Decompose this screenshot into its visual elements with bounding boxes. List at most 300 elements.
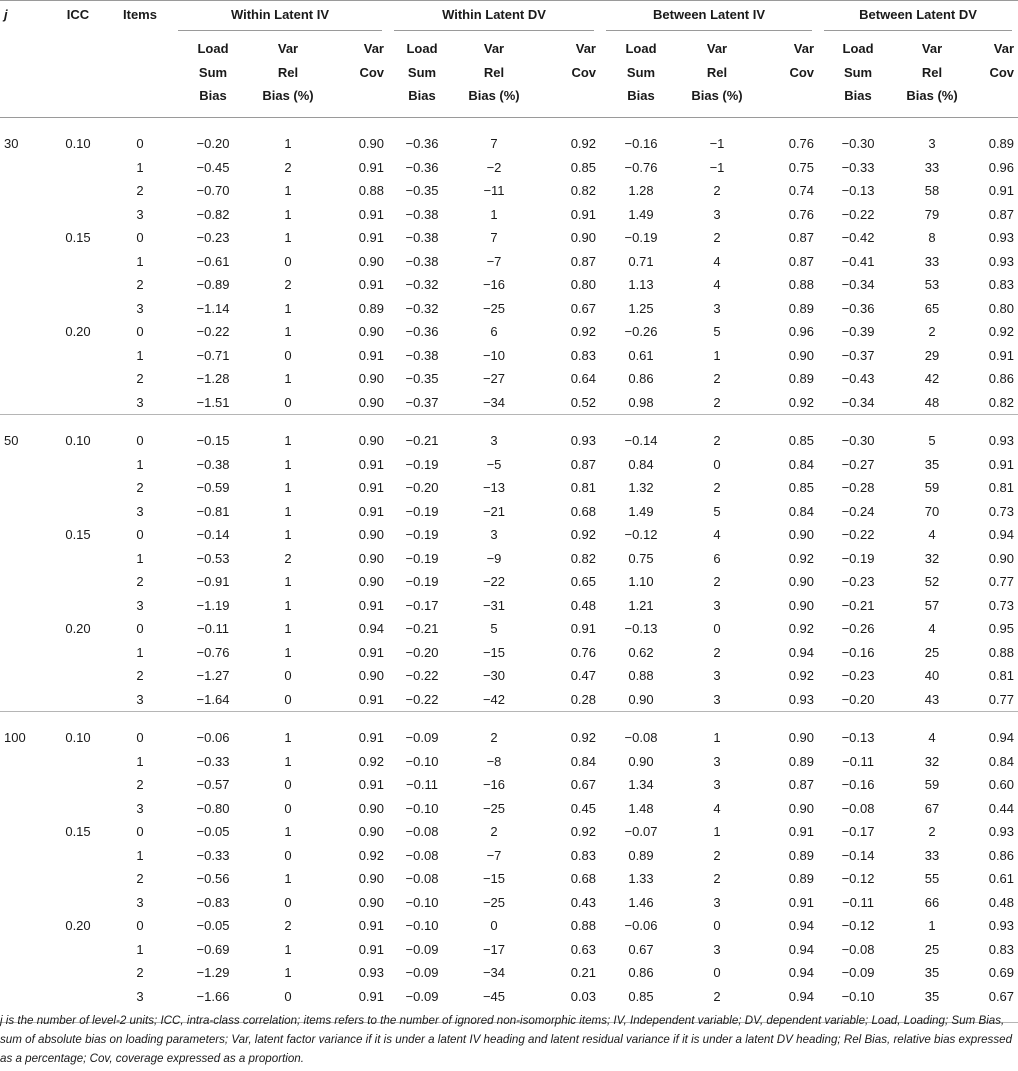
cell-value: −0.22	[196, 324, 230, 339]
cell-value: −0.05	[196, 918, 230, 933]
cell-value: −0.19	[624, 230, 658, 245]
cell-value: 0.84	[988, 753, 1015, 769]
cell-value: 0.83	[988, 277, 1015, 292]
cell-value: −0.83	[196, 894, 230, 910]
cell-value: −34	[482, 965, 506, 980]
table-row	[0, 891, 1018, 915]
cell-items: 2	[136, 574, 144, 589]
cell-value: −1.27	[196, 668, 230, 683]
cell-value: −21	[482, 503, 506, 519]
cell-value: −1.64	[196, 691, 230, 707]
table-row	[0, 961, 1018, 985]
cell-value: −0.08	[624, 730, 658, 745]
cell-value: 0.90	[358, 433, 384, 448]
table-row	[0, 132, 1018, 156]
cell-value: 0.48	[988, 894, 1015, 910]
cell-value: 0.90	[358, 324, 384, 339]
cell-items: 3	[136, 597, 144, 613]
cell-value: 0.91	[358, 777, 384, 792]
cell-items: 1	[136, 253, 144, 269]
table-row	[0, 726, 1018, 750]
table-row	[0, 797, 1018, 821]
cell-value: 3	[713, 941, 721, 957]
cell-value: 1.28	[628, 183, 654, 198]
cell-value: 35	[924, 965, 940, 980]
cell-icc	[48, 156, 108, 180]
cell-value: 0.91	[358, 503, 384, 519]
table-row	[0, 476, 1018, 500]
cell-value: 0.84	[788, 503, 815, 519]
cell-value: 0.92	[788, 668, 815, 683]
cell-value: −25	[482, 800, 506, 816]
cell-value: 0.92	[788, 550, 815, 566]
cell-value: 32	[924, 550, 940, 566]
cell-value: −13	[482, 480, 506, 495]
cell-items: 1	[136, 753, 144, 769]
cell-value: −0.09	[405, 988, 439, 1004]
cell-value: 0.89	[788, 753, 815, 769]
cell-value: 0	[713, 456, 721, 472]
sub-var-cov: Var Cov	[989, 41, 1015, 80]
cell-j	[0, 773, 48, 797]
cell-value: 0.65	[570, 574, 596, 589]
cell-icc	[48, 985, 108, 1009]
table-row	[0, 320, 1018, 344]
cell-value: 0.96	[988, 159, 1015, 175]
cell-value: 2	[713, 371, 721, 386]
cell-value: 0.47	[570, 668, 596, 683]
cell-items: 1	[136, 644, 144, 660]
cell-value: −2	[486, 159, 502, 175]
table-row	[0, 750, 1018, 774]
cell-j	[0, 797, 48, 821]
cell-value: −0.11	[842, 894, 874, 910]
cell-j	[0, 664, 48, 688]
cell-value: 32	[924, 753, 940, 769]
cell-value: 35	[924, 456, 940, 472]
cell-value: −0.19	[405, 550, 439, 566]
cell-value: −0.09	[841, 965, 875, 980]
cell-value: 0.90	[788, 347, 815, 363]
cell-items: 1	[136, 550, 144, 566]
cell-value: −15	[482, 871, 506, 886]
cell-value: 0.91	[358, 730, 384, 745]
cell-value: 3	[713, 668, 721, 683]
cell-value: 0.88	[988, 644, 1015, 660]
cell-value: 58	[924, 183, 940, 198]
cell-value: −0.15	[196, 433, 230, 448]
cell-value: −0.76	[196, 644, 230, 660]
cell-value: 2	[713, 574, 721, 589]
cell-value: −0.21	[841, 597, 875, 613]
cell-value: 0.95	[988, 621, 1015, 636]
cell-value: −0.10	[405, 800, 439, 816]
cell-value: 0.91	[358, 480, 384, 495]
table-row	[0, 914, 1018, 938]
cell-value: −0.09	[405, 941, 439, 957]
cell-value: −0.43	[841, 371, 875, 386]
cell-icc	[48, 797, 108, 821]
cell-icc	[48, 641, 108, 665]
cell-value: 0.87	[988, 206, 1015, 222]
cell-value: −0.38	[405, 206, 439, 222]
cell-value: −0.05	[196, 824, 230, 839]
cell-value: 0.83	[988, 941, 1015, 957]
cell-value: 0	[490, 918, 498, 933]
cell-icc	[48, 344, 108, 368]
table-row	[0, 226, 1018, 250]
cell-value: 1	[284, 527, 292, 542]
cell-value: 0.92	[988, 324, 1015, 339]
cell-items: 0	[136, 730, 144, 745]
cell-items: 2	[136, 668, 144, 683]
cell-value: 0.94	[788, 988, 815, 1004]
cell-value: 0	[284, 847, 292, 863]
cell-value: −0.13	[841, 183, 875, 198]
cell-value: 0.88	[628, 668, 654, 683]
cell-value: 1	[284, 644, 292, 660]
cell-value: −27	[482, 371, 506, 386]
table-row	[0, 844, 1018, 868]
cell-value: 0.90	[570, 230, 596, 245]
cell-items: 0	[136, 324, 144, 339]
cell-value: 0.87	[788, 777, 815, 792]
cell-value: −7	[486, 253, 502, 269]
cell-value: −0.32	[405, 300, 439, 316]
cell-items: 3	[136, 894, 144, 910]
cell-items: 0	[136, 433, 144, 448]
cell-value: −0.08	[405, 824, 439, 839]
cell-value: 0.76	[788, 136, 815, 151]
cell-value: −0.45	[196, 159, 230, 175]
cell-value: 0.89	[358, 300, 384, 316]
cell-value: 1	[284, 300, 292, 316]
cell-value: 2	[928, 824, 936, 839]
cell-value: −45	[482, 988, 506, 1004]
cell-items: 3	[136, 503, 144, 519]
cell-value: 4	[713, 527, 721, 542]
cell-j	[0, 891, 48, 915]
cell-value: 4	[928, 730, 936, 745]
cell-value: 0.43	[570, 894, 596, 910]
cell-items: 2	[136, 965, 144, 980]
cell-value: 0.88	[788, 277, 815, 292]
cell-value: 2	[284, 159, 292, 175]
sub-load-sum-bias: Load Sum Bias	[625, 41, 657, 103]
cell-value: 0.88	[570, 918, 596, 933]
cell-value: 0.90	[628, 691, 654, 707]
cell-value: 0.76	[788, 206, 815, 222]
cell-value: 1	[713, 730, 721, 745]
cell-icc	[48, 891, 108, 915]
cell-value: −0.20	[196, 136, 230, 151]
cell-value: −0.35	[405, 371, 439, 386]
cell-value: 0.67	[628, 941, 654, 957]
cell-value: −1	[709, 136, 725, 151]
cell-value: 3	[713, 300, 721, 316]
cell-value: 0.67	[570, 300, 596, 316]
cell-j	[0, 320, 48, 344]
cell-value: −0.27	[841, 456, 875, 472]
cell-value: 0.89	[788, 871, 815, 886]
cell-value: −0.10	[405, 918, 439, 933]
cell-value: 0.94	[358, 621, 384, 636]
cell-value: 40	[924, 668, 940, 683]
cell-value: 1	[284, 824, 292, 839]
cell-value: 0.90	[358, 574, 384, 589]
cell-value: 0.87	[788, 230, 815, 245]
cell-value: 0	[284, 691, 292, 707]
cell-value: 0.85	[788, 433, 815, 448]
cell-value: −15	[482, 644, 506, 660]
cell-value: 4	[928, 621, 936, 636]
cell-value: −0.10	[405, 894, 439, 910]
sub-header-row	[0, 31, 1018, 118]
cell-value: 0.63	[570, 941, 596, 957]
cell-value: −1.14	[196, 300, 230, 316]
cell-value: 1.21	[628, 597, 654, 613]
sub-var-cov: Var Cov	[571, 41, 596, 80]
cell-value: 0.92	[570, 136, 596, 151]
cell-value: −0.09	[405, 965, 439, 980]
cell-icc	[48, 570, 108, 594]
cell-j	[0, 156, 48, 180]
cell-value: 0.84	[628, 456, 654, 472]
cell-value: 66	[924, 894, 940, 910]
cell-value: −0.36	[405, 136, 439, 151]
cell-value: 0	[713, 918, 721, 933]
sub-load-sum-bias: Load Sum Bias	[842, 41, 874, 103]
cell-value: 0.73	[988, 503, 1015, 519]
cell-value: 0.90	[358, 136, 384, 151]
cell-items: 0	[136, 824, 144, 839]
cell-value: 1	[284, 183, 292, 198]
cell-value: 0.90	[788, 574, 815, 589]
sub-var-cov: Var Cov	[789, 41, 815, 80]
cell-value: 25	[924, 644, 940, 660]
cell-value: 1.48	[628, 800, 654, 816]
cell-value: 3	[713, 597, 721, 613]
cell-value: 1.13	[628, 277, 654, 292]
table-row	[0, 641, 1018, 665]
cell-value: 0.73	[988, 597, 1015, 613]
table-row	[0, 453, 1018, 477]
sub-var-rel-bias: Var Rel Bias (%)	[691, 41, 743, 103]
cell-icc	[48, 773, 108, 797]
table-row	[0, 938, 1018, 962]
table-row	[0, 985, 1018, 1009]
cell-value: −1.66	[196, 988, 230, 1004]
cell-value: 0	[284, 347, 292, 363]
cell-value: 0.94	[788, 965, 815, 980]
table-row	[0, 688, 1018, 712]
cell-value: 0.92	[570, 527, 596, 542]
cell-value: 0.90	[358, 668, 384, 683]
cell-value: 0.93	[988, 433, 1015, 448]
cell-value: 1.49	[628, 503, 654, 519]
cell-value: −0.19	[841, 550, 875, 566]
cell-value: −0.06	[624, 918, 658, 933]
cell-value: −10	[482, 347, 506, 363]
cell-value: 5	[928, 433, 936, 448]
sub-var-rel-bias: Var Rel Bias (%)	[906, 41, 958, 103]
cell-value: 1	[284, 965, 292, 980]
cell-value: 2	[713, 480, 721, 495]
col-icc: ICC	[66, 7, 90, 22]
cell-value: −0.34	[841, 277, 875, 292]
cell-value: 5	[490, 621, 498, 636]
cell-value: −0.38	[405, 347, 439, 363]
cell-items: 2	[136, 371, 144, 386]
cell-value: −0.10	[405, 753, 439, 769]
cell-j	[0, 641, 48, 665]
cell-items: 0	[136, 527, 144, 542]
cell-items: 0	[136, 621, 144, 636]
cell-icc: 0.20	[65, 918, 91, 933]
cell-j	[0, 547, 48, 571]
cell-value: −0.36	[841, 300, 875, 316]
table-row	[0, 203, 1018, 227]
table-row	[0, 250, 1018, 274]
cell-j	[0, 250, 48, 274]
cell-j	[0, 617, 48, 641]
cell-value: 0.75	[788, 159, 815, 175]
table-row	[0, 429, 1018, 453]
cell-j	[0, 820, 48, 844]
table-row	[0, 617, 1018, 641]
cell-icc	[48, 867, 108, 891]
cell-j	[0, 570, 48, 594]
sub-load-sum-bias: Load Sum Bias	[197, 41, 229, 103]
table-row	[0, 594, 1018, 618]
cell-value: 1	[284, 621, 292, 636]
cell-value: 0.90	[788, 800, 815, 816]
cell-value: −5	[486, 456, 502, 472]
cell-value: −0.17	[841, 824, 875, 839]
cell-icc: 0.15	[65, 527, 91, 542]
cell-value: 1	[284, 136, 292, 151]
cell-value: 0	[284, 800, 292, 816]
cell-icc: 0.10	[65, 136, 91, 151]
cell-value: 0.91	[358, 597, 384, 613]
cell-value: −0.16	[624, 136, 658, 151]
cell-value: 0.91	[358, 230, 384, 245]
cell-value: 2	[284, 918, 292, 933]
cell-value: 0	[284, 894, 292, 910]
cell-value: −0.08	[841, 800, 875, 816]
cell-value: −0.70	[196, 183, 230, 198]
cell-value: −0.36	[405, 324, 439, 339]
cell-value: −0.23	[196, 230, 230, 245]
cell-value: 6	[713, 550, 721, 566]
cell-value: 0.84	[788, 456, 815, 472]
cell-value: −0.57	[196, 777, 230, 792]
cell-value: 0.90	[358, 253, 384, 269]
cell-value: −9	[486, 550, 502, 566]
cell-value: −0.14	[196, 527, 230, 542]
cell-value: −0.10	[841, 988, 875, 1004]
cell-value: 1.25	[628, 300, 654, 316]
cell-value: 0.86	[628, 965, 654, 980]
cell-value: 1	[284, 941, 292, 957]
cell-icc: 0.15	[65, 824, 91, 839]
cell-value: −0.19	[405, 527, 439, 542]
cell-icc	[48, 664, 108, 688]
cell-value: 1.49	[628, 206, 654, 222]
cell-value: 2	[713, 988, 721, 1004]
cell-icc	[48, 297, 108, 321]
cell-value: 0.85	[788, 480, 815, 495]
cell-value: 0.77	[988, 574, 1015, 589]
cell-value: 0.81	[570, 480, 596, 495]
cell-value: 0.74	[788, 183, 815, 198]
cell-j: 50	[4, 433, 19, 448]
cell-j	[0, 688, 48, 712]
cell-value: 0.92	[358, 753, 384, 769]
cell-value: −8	[486, 753, 502, 769]
cell-value: 0.90	[988, 550, 1015, 566]
cell-items: 3	[136, 394, 144, 410]
cell-value: −0.26	[624, 324, 658, 339]
cell-value: 3	[713, 753, 721, 769]
cell-value: 0.90	[628, 753, 654, 769]
cell-items: 1	[136, 456, 144, 472]
cell-value: 65	[924, 300, 940, 316]
table-row	[0, 570, 1018, 594]
cell-value: 1	[713, 347, 721, 363]
cell-value: 4	[713, 800, 721, 816]
cell-value: −0.22	[405, 691, 439, 707]
cell-value: 0.76	[570, 644, 596, 660]
cell-value: 0.89	[788, 847, 815, 863]
cell-value: −0.12	[841, 918, 875, 933]
cell-value: 0.94	[788, 918, 815, 933]
cell-j	[0, 867, 48, 891]
cell-value: 1	[284, 456, 292, 472]
cell-value: 3	[713, 691, 721, 707]
cell-value: 53	[924, 277, 940, 292]
cell-value: 0.71	[628, 253, 654, 269]
cell-j	[0, 391, 48, 415]
cell-value: 0.52	[570, 394, 596, 410]
cell-value: 0.91	[358, 941, 384, 957]
cell-value: 0.88	[358, 183, 384, 198]
cell-value: −22	[482, 574, 506, 589]
cell-value: 1.46	[628, 894, 654, 910]
cell-value: 2	[713, 644, 721, 660]
cell-items: 1	[136, 847, 144, 863]
cell-value: −0.08	[405, 871, 439, 886]
cell-value: 0.85	[628, 988, 654, 1004]
cell-value: 35	[924, 988, 940, 1004]
cell-icc	[48, 391, 108, 415]
cell-value: 0.87	[788, 253, 815, 269]
cell-value: 0.91	[988, 183, 1015, 198]
cell-value: −0.23	[841, 668, 875, 683]
cell-value: −0.42	[841, 230, 875, 245]
cell-value: 0.94	[988, 730, 1015, 745]
table-body	[0, 118, 1018, 1023]
cell-value: −0.12	[624, 527, 658, 542]
cell-j	[0, 367, 48, 391]
cell-j	[0, 961, 48, 985]
cell-icc	[48, 250, 108, 274]
cell-value: 70	[924, 503, 940, 519]
cell-value: −0.26	[841, 621, 875, 636]
cell-value: 0.87	[570, 456, 596, 472]
cell-value: 0.92	[570, 324, 596, 339]
cell-value: 3	[928, 136, 936, 151]
